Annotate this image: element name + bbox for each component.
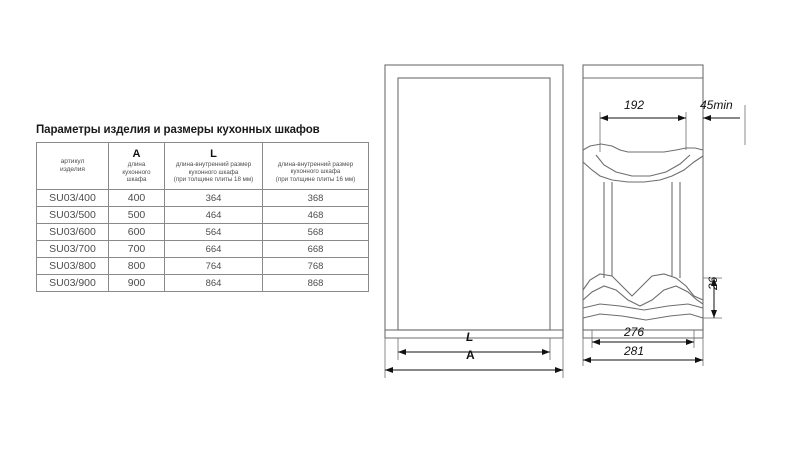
table-row <box>37 190 369 207</box>
page-title: Параметры изделия и размеры кухонных шкафов <box>36 124 320 136</box>
table-row <box>37 275 369 292</box>
cell-article: SU03/800 <box>37 258 109 275</box>
table-row <box>37 207 369 224</box>
cell-article: SU03/600 <box>37 224 109 241</box>
cell-a: 400 <box>109 190 165 207</box>
cell-l16: 668 <box>263 241 369 258</box>
dimension-label-A: A <box>466 348 475 362</box>
cell-article: SU03/500 <box>37 207 109 224</box>
dimension-label-45min: 45min <box>700 98 733 112</box>
cell-a: 600 <box>109 224 165 241</box>
side-view-dimension-lines <box>583 118 740 360</box>
spec-table-block <box>36 124 368 292</box>
dimension-label-26: 26 <box>706 276 720 290</box>
cell-l18: 464 <box>165 207 263 224</box>
cell-l16: 568 <box>263 224 369 241</box>
cell-l16: 468 <box>263 207 369 224</box>
cell-l18: 364 <box>165 190 263 207</box>
dimension-label-281: 281 <box>624 344 645 358</box>
cell-a: 500 <box>109 207 165 224</box>
header-l-18: L длина-внутренний размер кухонного шкафа (при толщине плиты 18 мм) <box>165 143 263 190</box>
cell-a: 900 <box>109 275 165 292</box>
cell-l16: 868 <box>263 275 369 292</box>
cell-l18: 864 <box>165 275 263 292</box>
spec-table <box>36 142 369 292</box>
cell-l18: 764 <box>165 258 263 275</box>
table-row <box>37 258 369 275</box>
cell-l16: 768 <box>263 258 369 275</box>
cell-l16: 368 <box>263 190 369 207</box>
cell-article: SU03/400 <box>37 190 109 207</box>
table-row <box>37 241 369 258</box>
header-article: артикул изделия <box>37 143 109 190</box>
cell-l18: 664 <box>165 241 263 258</box>
table-row <box>37 224 369 241</box>
cell-a: 700 <box>109 241 165 258</box>
header-l-16: длина-внутренний размер кухонного шкафа (при толщине плиты 16 мм) <box>263 143 369 190</box>
front-view <box>385 65 563 338</box>
table-header-row <box>37 143 369 190</box>
cell-article: SU03/700 <box>37 241 109 258</box>
cell-article: SU03/900 <box>37 275 109 292</box>
side-view-extension-lines <box>583 105 745 366</box>
dimension-label-276: 276 <box>624 325 645 339</box>
dimension-label-L: L <box>466 330 474 344</box>
dimension-label-192: 192 <box>624 98 645 112</box>
cell-a: 800 <box>109 258 165 275</box>
header-a: A длина кухонного шкафа <box>109 143 165 190</box>
cell-l18: 564 <box>165 224 263 241</box>
